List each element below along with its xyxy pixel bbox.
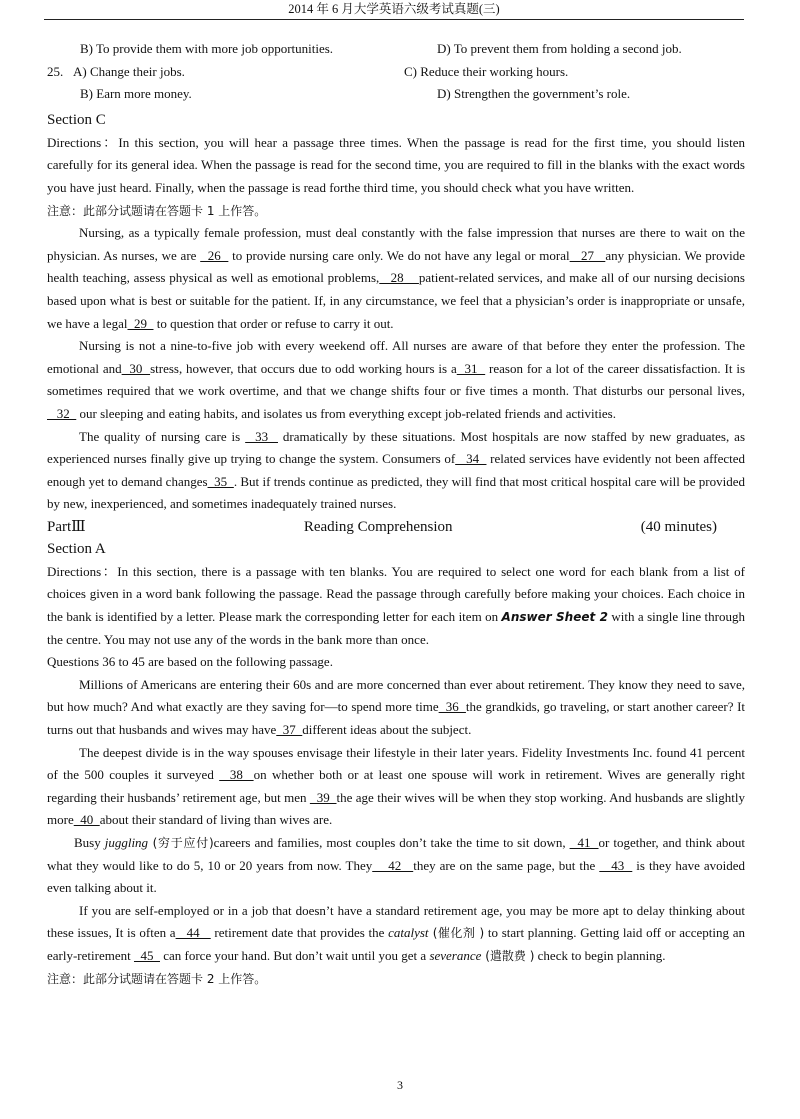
section-c-directions: Directions：In this section, you will hear a passage three times. When the passage is read for the first time, you should listen carefully for its general idea. When the passage is read for the second time, you are required to fill in the blanks with the exact words you have just heard. Finally, when the passage is read forthe third time, you should check what you have written. <box>47 134 745 195</box>
blank-26: 26 <box>200 247 229 263</box>
blank-30: 30 <box>121 360 151 376</box>
page-header: 2014 年 6 月大学英语六级考试真题(三) <box>44 0 744 20</box>
blank-32: 32 <box>47 405 77 421</box>
blank-38: 38 <box>219 767 254 783</box>
blank-40: 40 <box>73 812 100 828</box>
blank-44: 44 <box>175 925 211 941</box>
juggling-word: juggling <box>104 835 149 850</box>
q24-option-b: B) To provide them with more job opportunities. <box>80 41 334 56</box>
blank-34: 34 <box>455 451 487 467</box>
page-number: 3 <box>397 1078 403 1092</box>
answer-sheet-2-label: Answer Sheet 2 <box>501 610 608 625</box>
q25-option-a: A) Change their jobs. <box>73 63 185 79</box>
blank-39: 39 <box>309 789 337 805</box>
q25-option-c: C) Reduce their working hours. <box>404 63 569 79</box>
section-a-title: Section A <box>47 540 106 557</box>
gloss-catalyst: (催化剂 ) <box>428 926 485 941</box>
blank-28: 28 <box>379 270 419 286</box>
blank-35: 35 <box>207 473 234 489</box>
part-3-heading <box>47 516 745 538</box>
blank-37: 37 <box>276 722 303 738</box>
part-3-title: Reading Comprehension <box>303 518 453 535</box>
section-a-paragraph-2: The deepest divide is in the way spouses envisage their lifestyle in their later years. Fidelity Investments Inc. found 41 percent of the 500 couples it surveyed 38 on whether both or at least one spouse will work in retirement. Wives are generally right regarding their husbands’ retirement age, but men 39 the age their wives will be when they stop working. And husbands are slightly more 40 about their standard of living than wives are. <box>47 744 745 828</box>
section-c-note: 注意：此部分试题请在答题卡 1 上作答。 <box>47 203 267 218</box>
q25-option-d: D) Strengthen the government’s role. <box>437 86 631 102</box>
q25-options-row1 <box>47 61 745 84</box>
section-c-paragraph-2: Nursing is not a nine-to-five job with every weekend off. All nurses are aware of that before they enter the profession. The emotional and 30 stress, however, that occurs due to odd working hours is a 31 reason for a lot of the career dissatisfaction. It is sometimes required that we work overtime, and that we change shifts four or five times a month. That disturbs our personal lives, 32 our sleeping and eating habits, and isolates us from everything except job-related friends and activities. <box>47 338 746 421</box>
q25-number: 25. <box>47 63 64 79</box>
blank-36: 36 <box>438 699 466 715</box>
questions-intro: Questions 36 to 45 are based on the following passage. <box>47 654 333 670</box>
q24-options-row <box>47 38 745 61</box>
gloss-severance: (遣散费 ) <box>481 948 535 963</box>
blank-33: 33 <box>245 428 278 444</box>
section-a-directions: Directions：In this section, there is a passage with ten blanks. You are required to select one word for each blank from a list of choices given in a word bank following the passage. Read the passage through carefully before making your choices. Each choice in the bank is identified by a letter. Please mark the corresponding letter for each item on Answer Sheet 2 with a single line through the centre. You may not use any of the words in the bank more than once. <box>47 563 745 647</box>
section-a-paragraph-4: If you are self-employed or in a job that doesn’t have a standard retirement age, you may be more apt to delay thinking about these issues, It is often a 44 retirement date that provides the catalyst (催化剂 ) to start planning. Getting laid off or accepting an early-retirement 45 can force your hand. But don’t wait until you get a severance (遣散费 ) check to begin planning. <box>47 902 745 963</box>
q25-option-a-wrap <box>47 61 404 84</box>
blank-45: 45 <box>133 947 160 963</box>
q25-option-b: B) Earn more money. <box>80 86 192 102</box>
severance-word: severance <box>429 947 482 963</box>
blank-27: 27 <box>569 247 606 263</box>
gloss-juggling: (穷于应付) <box>148 836 214 850</box>
blank-31: 31 <box>456 360 486 376</box>
blank-41: 41 <box>569 835 599 850</box>
blank-29: 29 <box>127 315 154 331</box>
section-c-title: Section C <box>47 111 106 128</box>
blank-43: 43 <box>599 857 633 873</box>
section-a-note: 注意：此部分试题请在答题卡 2 上作答。 <box>47 971 267 986</box>
section-c-paragraph-3: The quality of nursing care is 33 dramatically by these situations. Most hospitals are now staffed by new graduates, as experienced nurses finally give up trying to change the system. Consumers of 34 related services have evidently not been affected enough yet to demand changes 35 . But if trends continue as predicted, they will find that most critical hospital care will be provided by new, inexperienced, and sometimes inadequately trained nurses. <box>47 428 746 512</box>
blank-42: 42 <box>372 857 414 873</box>
q25-options-row2 <box>47 83 745 106</box>
catalyst-word: catalyst <box>388 925 429 941</box>
part-3-label: PartⅢ <box>47 518 86 535</box>
section-c-paragraph-1: Nursing, as a typically female profession, must deal constantly with the false impression that nurses are there to wait on the physician. As nurses, we are 26 to provide nursing care only. We do not have any legal or moral 27 any physician. We provide health teaching, assess physical as well as emotional problems, 28 patient-related services, and make all of our nursing decisions based upon what is best or suitable for the patient. If, in any circumstance, we feel that a physician’s order is inappropriate or unsafe, we have a legal 29 to question that order or refuse to carry it out. <box>47 225 745 331</box>
part-3-time: (40 minutes) <box>640 518 717 535</box>
section-a-paragraph-3: Busy juggling (穷于应付)careers and families, most couples don’t take the time to sit down, 41 or together, and think about what they would like to do 5, 10 or 20 years from now. They 42 they are on the same page, but the 43 is they have avoided even talking about it. <box>47 835 746 896</box>
q24-option-d: D) To prevent them from holding a second job. <box>437 41 682 56</box>
page-content <box>47 38 745 990</box>
section-a-paragraph-1: Millions of Americans are entering their 60s and are more concerned than ever about retirement. They know they need to save, but how much? And what exactly are they saving for—to spend more time 36 the grandkids, go traveling, or start another career? It turns out that husbands and wives may have 37 different ideas about the subject. <box>47 676 746 738</box>
